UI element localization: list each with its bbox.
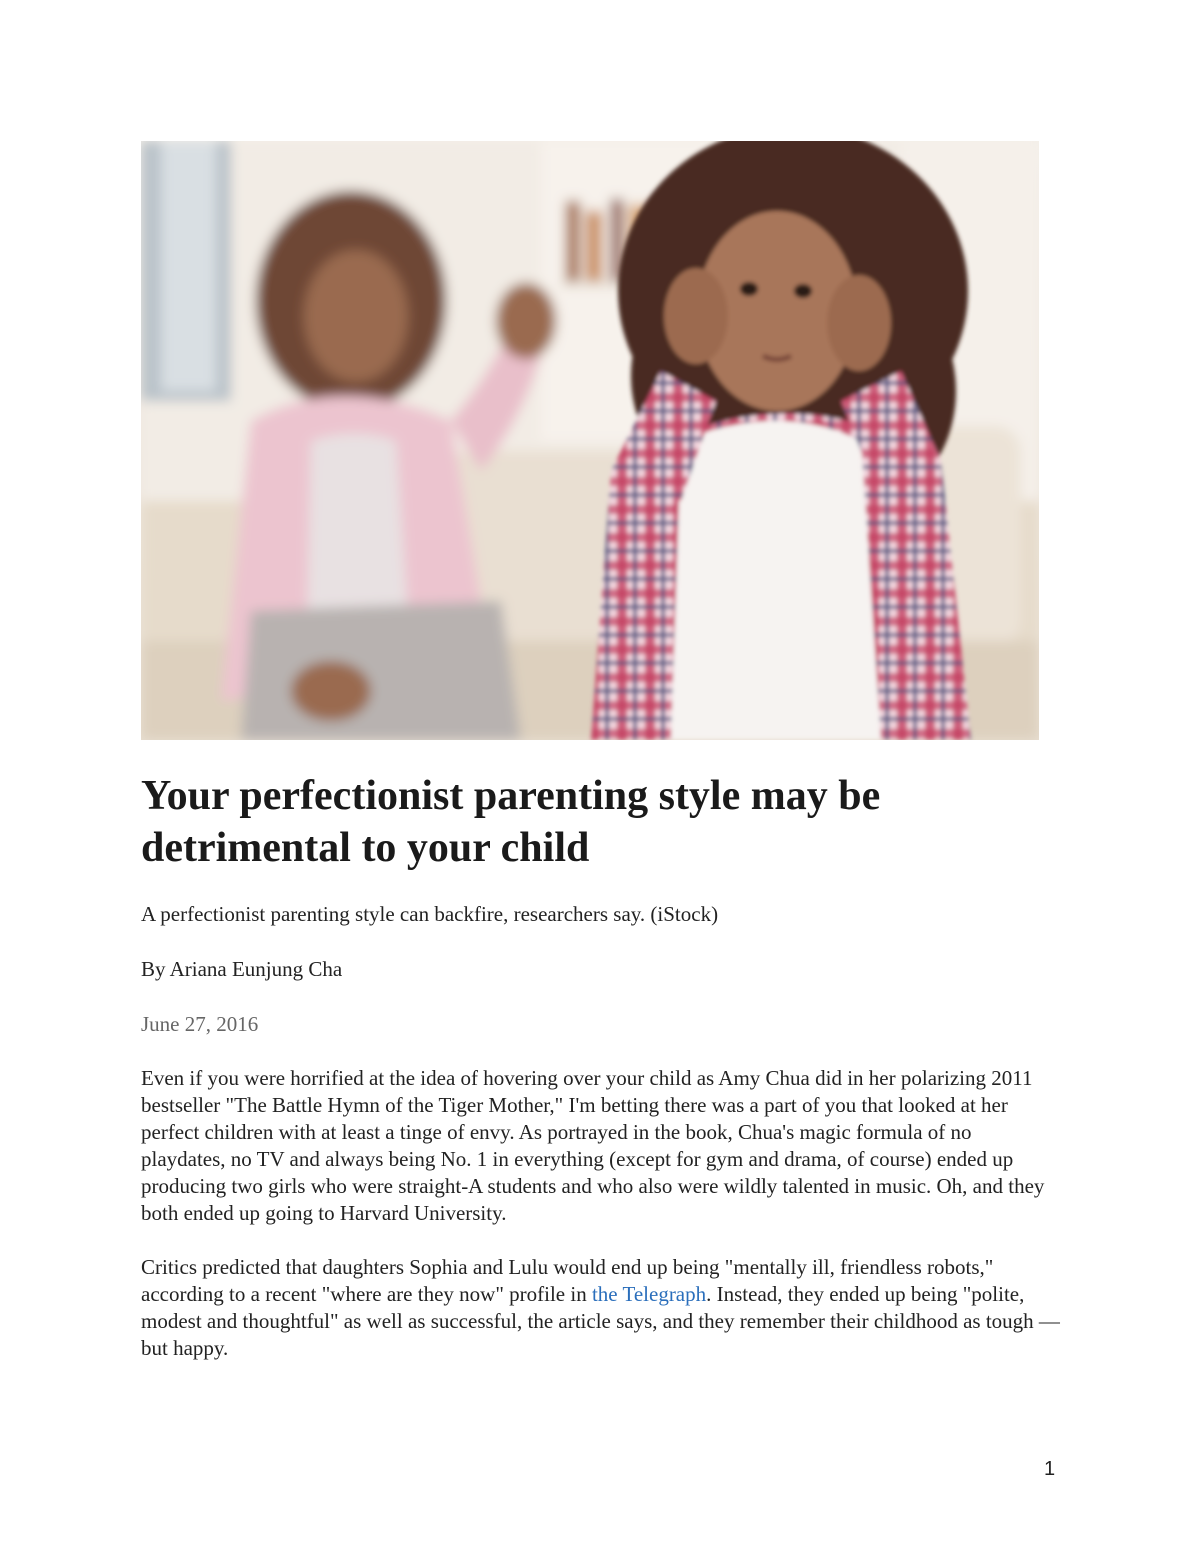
publish-date: June 27, 2016 [141, 1012, 259, 1036]
page-number: 1 [1044, 1458, 1056, 1480]
article-photo [141, 141, 1039, 740]
telegraph-link[interactable]: the Telegraph [591, 1282, 707, 1306]
byline: By Ariana Eunjung Cha [141, 957, 343, 981]
paragraph-2-text-before-link: Critics predicted that daughters Sophia and Lulu would end up being "mentally ill, friendless robots," according to a recent "where are they now" profile in [141, 1255, 994, 1306]
photo-illustration [141, 141, 1039, 740]
body-paragraph-2 [141, 1254, 1061, 1362]
paragraph-2-text-after-link: . Instead, they ended up being "polite, modest and thoughtful" as well as successful, the article says, and they remember their childhood as tough — but happy. [141, 1282, 1060, 1360]
body-paragraph-1: Even if you were horrified at the idea of hovering over your child as Amy Chua did in her polarizing 2011 bestseller "The Battle Hymn of the Tiger Mother," I'm betting there was a part of you that looked at her perfect children with at least a tinge of envy. As portrayed in the book, Chua's magic formula of no playdates, no TV and always being No. 1 in everything (except for gym and drama, of course) ended up producing two girls who were straight-A students and who also were wildly talented in music. Oh, and they both ended up going to Harvard University. [141, 1066, 1045, 1225]
photo-caption: A perfectionist parenting style can backfire, researchers say. (iStock) [141, 902, 719, 926]
article-headline: Your perfectionist parenting style may be detrimental to your child [141, 773, 881, 871]
